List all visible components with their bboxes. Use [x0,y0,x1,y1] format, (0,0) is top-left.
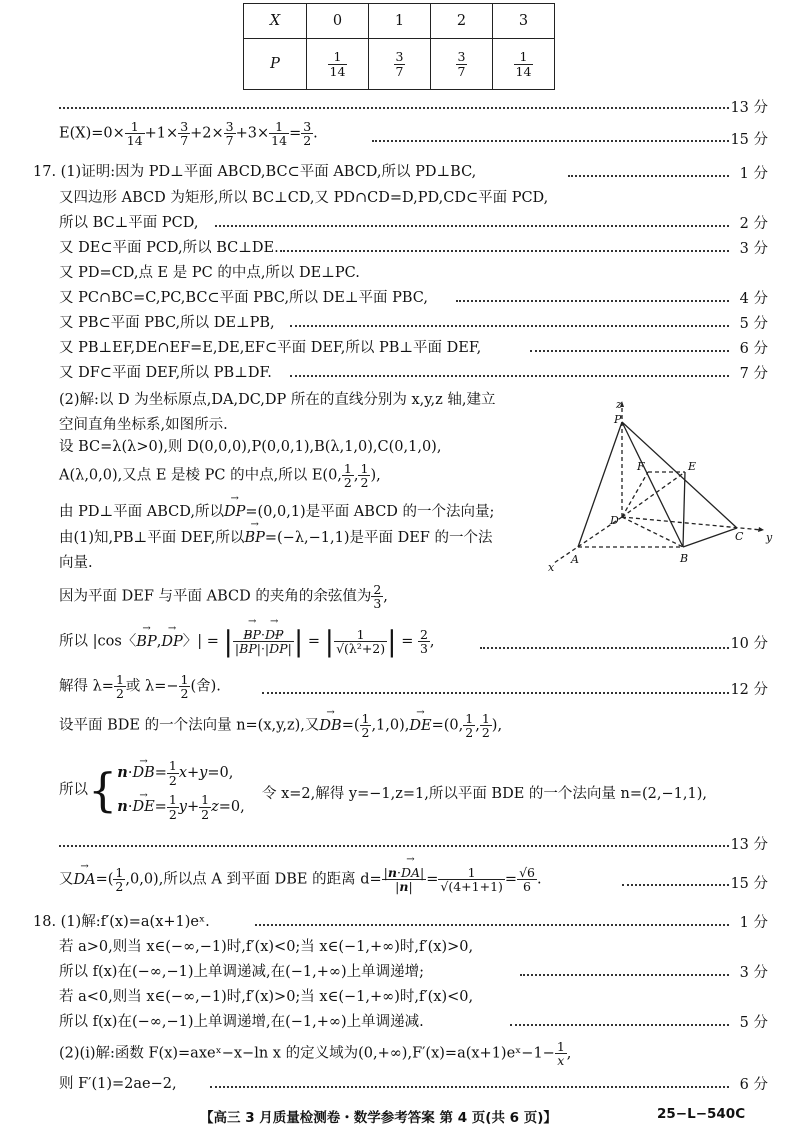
leader-dots [262,692,729,694]
leader-dots [255,924,729,926]
leader-dots [290,325,729,327]
q17-part2-line: 因为平面 DEF 与平面 ABCD 的夹角的余弦值为 $\frac{2}{3}$ , [59,582,388,612]
label-z: z [616,400,622,411]
label-E: E [688,460,697,473]
leader-dots [520,974,729,976]
table-header-x: X [244,4,307,39]
score-13: 13 分 [730,100,768,116]
label-y: y [766,531,773,544]
score-5: 5 分 [739,316,768,332]
q18-line: 所以 f(x)在(−∞,−1)上单调递增,在(−1,+∞)上单调递减. [59,1014,424,1030]
score-6: 6 分 [739,341,768,357]
distribution-table [243,3,555,90]
q17-part2-line: 空间直角坐标系,如图所示. [59,417,228,433]
label-F: F [637,460,645,473]
edge-BE [683,472,685,547]
score-15b: 15 分 [730,876,768,892]
label-x: x [548,561,555,574]
score-1: 1 分 [739,166,768,182]
leader-dots [290,375,729,377]
q17-line: 又 PB⊂平面 PBC,所以 DE⊥PB, [59,315,275,331]
table-header-3: 3 [493,4,555,39]
q17-line: 所以 BC⊥平面 PCD, [59,215,199,231]
edge-PA [578,422,622,547]
table-header-0: 0 [307,4,369,39]
q17-part2-line: (2)解:以 D 为坐标原点,DA,DC,DP 所在的直线分别为 x,y,z 轴,建立 [59,392,496,408]
normal-vector-line: 设平面 BDE 的一个法向量 n=(x,y,z),又→ DB=( $\frac{1}{2}$ ,1,0),→ DE=(0, $\frac{1}{2}$ , $\frac{1}{2}$ ), [59,712,502,739]
q17-line: 又 DE⊂平面 PCD,所以 BC⊥DE. [59,240,279,256]
score-15: 15 分 [730,132,768,148]
leader-dots [215,225,729,227]
leader-dots [372,140,729,142]
leader-dots [510,1024,729,1026]
q17-line: 又四边形 ABCD 为矩形,所以 BC⊥CD,又 PD∩CD=D,PD,CD⊂平面 PCD, [59,190,549,206]
score-12: 12 分 [730,682,768,698]
label-A: A [571,553,579,566]
segment-DE [622,472,685,517]
score-18-1: 1 分 [739,915,768,931]
q17-line: 又 PB⊥EF,DE∩EF=E,DE,EF⊂平面 DEF,所以 PB⊥平面 DEF, [59,340,482,356]
system-line: 所以{ n·→ DB= $\frac{1}{2}$ x+y=0, n·→ DE= $\frac{1}{2}$ y+ $\frac{1}{2}$ z=0, [59,756,245,824]
expectation-line: E(X)=0× $\frac{1}{14}$ +1× $\frac{3}{7}$ +2× $\frac{3}{7}$ +3× $\frac{1}{14}$ = $\frac{3}{2}$ . [59,119,318,149]
leader-dots [568,175,729,177]
table-cell: $\frac{3}{7}$ [369,39,431,90]
edge-PB [622,422,683,547]
leader-dots [622,884,729,886]
edge-PC [622,422,737,528]
lambda-solution-line: 解得 λ= $\frac{1}{2}$ 或 λ=− $\frac{1}{2}$ (舍). [59,672,221,702]
q17-part2-line: 由 PD⊥平面 ABCD,所以→ DP=(0,0,1)是平面 ABCD 的一个法向量; [59,500,494,521]
q18-line: 若 a>0,则当 x∈(−∞,−1)时,f′(x)<0;当 x∈(−1,+∞)时,f′(x)>0, [59,939,474,955]
leader-dots [480,647,729,649]
score-3: 3 分 [739,241,768,257]
q17-part2-line: 向量. [59,555,93,571]
q17-line: 又 DF⊂平面 DEF,所以 PB⊥DF. [59,365,272,381]
table-cell: $\frac{1}{14}$ [307,39,369,90]
leader-dots [456,300,729,302]
label-C: C [735,530,744,543]
table-header-1: 1 [369,4,431,39]
edge-BC [683,528,737,547]
label-P: P [614,413,622,426]
score-7: 7 分 [739,366,768,382]
q17-part2-line: 设 BC=λ(λ>0),则 D(0,0,0),P(0,0,1),B(λ,1,0),C(0,1,0), [59,439,442,455]
page-footer: 【高三 3 月质量检测卷・数学参考答案 第 4 页(共 6 页)】 [200,1110,557,1126]
score-18-3: 3 分 [739,965,768,981]
table-header-2: 2 [431,4,493,39]
y-arrow [758,527,764,532]
score-13b: 13 分 [730,837,768,853]
q17-part2-line: 由(1)知,PB⊥平面 DEF,所以→ BP=(−λ,−1,1)是平面 DEF 的一个法 [59,526,492,547]
q17-line: 又 PD=CD,点 E 是 PC 的中点,所以 DE⊥PC. [59,265,360,281]
segment-DF [622,472,648,517]
q17-line: 又 PC∩BC=C,PC,BC⊂平面 PBC,所以 DE⊥平面 PBC, [59,290,428,306]
system-solution: 令 x=2,解得 y=−1,z=1,所以平面 BDE 的一个法向量 n=(2,−1,1), [262,786,707,802]
q18-line: 则 F′(1)=2ae−2, [59,1076,177,1092]
label-B: B [680,552,689,565]
score-4: 4 分 [739,291,768,307]
label-D: D [610,514,619,527]
pyramid-figure [540,400,780,575]
q17-line: 17. (1)证明:因为 PD⊥平面 ABCD,BC⊂平面 ABCD,所以 PD⊥BC, [33,164,477,180]
q18-line: (2)(ⅰ)解:函数 F(x)=axeˣ−x−ln x 的定义域为(0,+∞),F′(x)=a(x+1)eˣ−1− $\frac{1}{x}$ , [59,1039,572,1069]
table-cell: $\frac{1}{14}$ [493,39,555,90]
leader-dots [280,250,729,252]
score-18-5: 5 分 [739,1015,768,1031]
q18-line: 若 a<0,则当 x∈(−∞,−1)时,f′(x)>0;当 x∈(−1,+∞)时,f′(x)<0, [59,989,474,1005]
table-row-p-label: P [244,39,307,90]
cos-formula-line: 所以 |cos〈→ BP,→ DP〉| = | → $\frac{BP\cdot\to DP}{|\to BP|\cdot|\to DP|}$ | = | $\frac{1}{\text{√(λ²+2)}}$ | = $\frac{2}{3}$ , [59,625,435,658]
leader-dots [59,845,729,847]
score-2: 2 分 [739,216,768,232]
q18-line: 18. (1)解:f′(x)=a(x+1)eˣ. [33,914,210,930]
q17-part2-line: A(λ,0,0),又点 E 是棱 PC 的中点,所以 E(0, $\frac{1}{2}$ , $\frac{1}{2}$ ), [59,461,381,491]
leader-dots [59,107,729,109]
distance-line: 又→ DA=( $\frac{1}{2}$ ,0,0),所以点 A 到平面 DBE 的距离 d= $\frac{|n\cdot\to DA|}{|n|}$ = $\frac{1}{√(4+1+1)}$ = $\frac{√6}{6}$ . [59,866,542,893]
score-10: 10 分 [730,636,768,652]
document-code: 25−L−540C [657,1106,746,1122]
leader-dots [210,1086,729,1088]
leader-dots [530,350,729,352]
score-18-6: 6 分 [739,1077,768,1093]
q18-line: 所以 f(x)在(−∞,−1)上单调递减,在(−1,+∞)上单调递增; [59,964,425,980]
table-cell: $\frac{3}{7}$ [431,39,493,90]
